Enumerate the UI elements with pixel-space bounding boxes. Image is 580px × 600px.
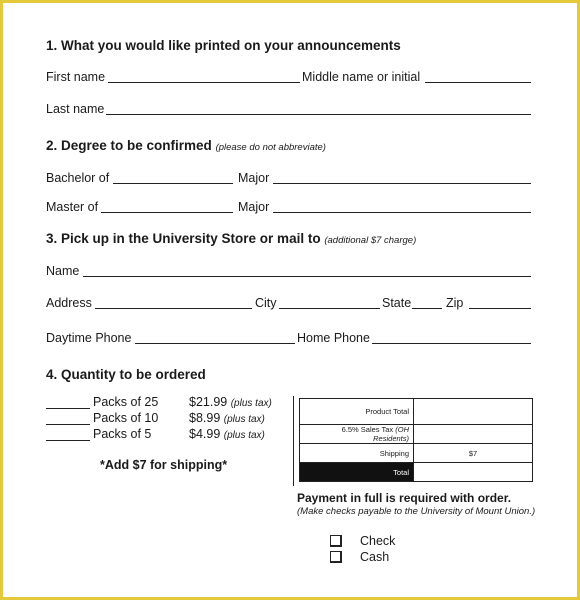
qty-10-field[interactable] <box>46 424 90 425</box>
last-name-label: Last name <box>46 102 105 116</box>
mail-name-label: Name <box>46 264 80 278</box>
product-total-field[interactable] <box>414 399 533 425</box>
master-field[interactable] <box>101 212 233 213</box>
middle-name-field[interactable] <box>425 82 531 83</box>
sales-tax-note: (OH Residents) <box>373 425 409 443</box>
first-name-field[interactable] <box>108 82 300 83</box>
pack-10-price <box>189 411 265 425</box>
state-label: State <box>382 296 412 310</box>
section4-heading: 4. Quantity to be ordered <box>46 367 206 382</box>
pack-10-tax-note: (plus tax) <box>223 414 265 425</box>
pack-25-price-value: $21.99 <box>189 395 228 409</box>
bachelor-major-label: Major <box>238 171 270 185</box>
shipping-note: *Add $7 for shipping* <box>100 458 228 472</box>
section3-note: (additional $7 charge) <box>324 235 417 246</box>
middle-name-label: Middle name or initial <box>302 70 421 84</box>
section3-heading <box>46 231 416 246</box>
pack-10-price-value: $8.99 <box>189 411 221 425</box>
qty-5-field[interactable] <box>46 440 90 441</box>
home-phone-field[interactable] <box>372 343 531 344</box>
pack-10-label: Packs of 10 <box>93 411 159 425</box>
pack-5-tax-note: (plus tax) <box>223 430 265 441</box>
sales-tax-text: 6.5% Sales Tax <box>341 425 396 434</box>
product-total-label: Product Total <box>300 399 414 425</box>
bachelor-field[interactable] <box>113 183 233 184</box>
cash-label: Cash <box>360 550 390 564</box>
daytime-phone-label: Daytime Phone <box>46 331 132 345</box>
zip-field[interactable] <box>469 308 531 309</box>
first-name-label: First name <box>46 70 106 84</box>
check-checkbox[interactable] <box>330 535 342 547</box>
section2-heading-text: 2. Degree to be confirmed <box>46 138 212 153</box>
pack-5-price <box>189 427 265 441</box>
sales-tax-label <box>300 425 414 444</box>
section2-note: (please do not abbreviate) <box>215 142 326 153</box>
pack-25-label: Packs of 25 <box>93 395 159 409</box>
bachelor-major-field[interactable] <box>273 183 531 184</box>
pack-5-label: Packs of 5 <box>93 427 152 441</box>
daytime-phone-field[interactable] <box>135 343 295 344</box>
payment-required-text: Payment in full is required with order. <box>297 491 512 505</box>
totals-divider <box>293 396 294 486</box>
shipping-value: $7 <box>414 444 533 463</box>
address-field[interactable] <box>95 308 252 309</box>
section2-heading <box>46 138 326 153</box>
shipping-label: Shipping <box>300 444 414 463</box>
master-major-field[interactable] <box>273 212 531 213</box>
payment-instructions: (Make checks payable to the University of Mount Union.) <box>297 506 536 517</box>
master-label: Master of <box>46 200 99 214</box>
city-field[interactable] <box>279 308 380 309</box>
home-phone-label: Home Phone <box>297 331 370 345</box>
mail-name-field[interactable] <box>83 276 531 277</box>
last-name-field[interactable] <box>106 114 531 115</box>
pack-25-price <box>189 395 272 409</box>
address-label: Address <box>46 296 92 310</box>
pack-5-price-value: $4.99 <box>189 427 221 441</box>
state-field[interactable] <box>412 308 442 309</box>
zip-label: Zip <box>446 296 464 310</box>
total-label: Total <box>300 463 414 482</box>
sales-tax-field[interactable] <box>414 425 533 444</box>
total-field[interactable] <box>414 463 533 482</box>
qty-25-field[interactable] <box>46 408 90 409</box>
section3-heading-text: 3. Pick up in the University Store or mail to <box>46 231 321 246</box>
totals-table <box>299 398 533 482</box>
cash-checkbox[interactable] <box>330 551 342 563</box>
section1-heading: 1. What you would like printed on your announcements <box>46 38 401 53</box>
bachelor-label: Bachelor of <box>46 171 110 185</box>
city-label: City <box>255 296 277 310</box>
check-label: Check <box>360 534 396 548</box>
master-major-label: Major <box>238 200 270 214</box>
pack-25-tax-note: (plus tax) <box>230 398 272 409</box>
